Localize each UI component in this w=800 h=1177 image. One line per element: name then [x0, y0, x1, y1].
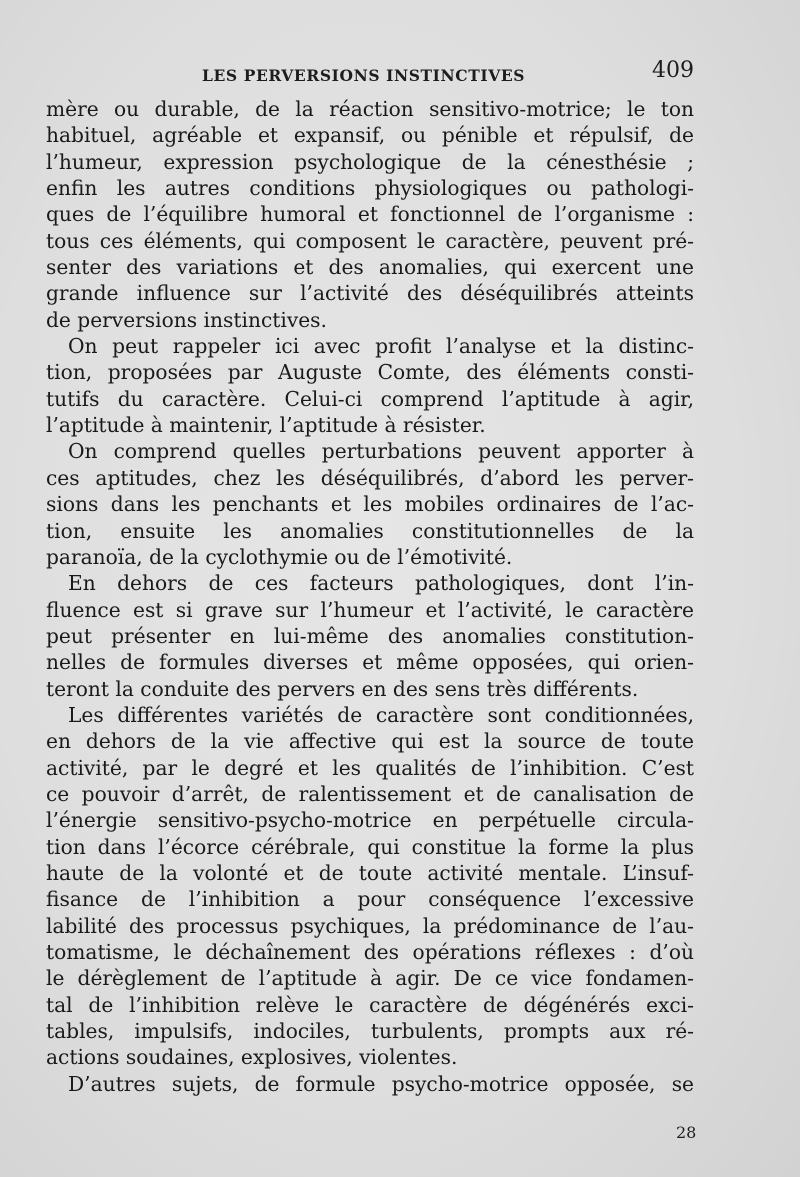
text-line: Les différentes variétés de caractère sont conditionnées, — [68, 702, 694, 727]
text-line: le dérèglement de l’aptitude à agir. De ce vice fondamen- — [46, 966, 694, 991]
text-line: sions dans les penchants et les mobiles ordinaires de l’ac- — [46, 492, 694, 517]
text-line: senter des variations et des anomalies, qui exercent une — [46, 255, 694, 280]
text-line: l’énergie sensitivo-psycho-motrice en perpétuelle circula- — [46, 808, 694, 833]
text-line: tous ces éléments, qui composent le caractère, peuvent pré- — [46, 228, 694, 253]
text-line: tion, proposées par Auguste Comte, des éléments consti- — [46, 360, 694, 385]
text-line: En dehors de ces facteurs pathologiques, dont l’in- — [68, 571, 694, 596]
text-line: labilité des processus psychiques, la prédominance de l’au- — [46, 913, 694, 938]
body-text — [46, 96, 694, 1097]
text-line: peut présenter en lui-même des anomalies constitution- — [46, 623, 694, 648]
text-line: mère ou durable, de la réaction sensitivo-motrice; le ton — [46, 97, 694, 121]
text-line: fisance de l’inhibition a pour conséquence l’excessive — [46, 887, 694, 912]
text-line: On comprend quelles perturbations peuvent apporter à — [68, 439, 694, 464]
signature-mark: 28 — [676, 1123, 697, 1142]
text-line: ces aptitudes, chez les déséquilibrés, d’abord les perver- — [46, 465, 694, 490]
text-line: habituel, agréable et expansif, ou pénible et répulsif, de — [46, 123, 694, 148]
text-line: tal de l’inhibition relève le caractère de dégénérés exci- — [46, 992, 694, 1017]
text-line: l’humeur, expression psychologique de la cénesthésie ; — [46, 149, 694, 174]
text-line: On peut rappeler ici avec profit l’analyse et la distinc- — [68, 334, 694, 359]
text-line: enfin les autres conditions physiologiques ou pathologi- — [46, 176, 694, 201]
text-line: tion, ensuite les anomalies constitutionnelles de la — [46, 518, 694, 543]
text-line: D’autres sujets, de formule psycho-motrice opposée, se — [68, 1071, 694, 1096]
page-number: 409 — [652, 58, 694, 83]
text-line: fluence est si grave sur l’humeur et l’activité, le caractère — [46, 597, 694, 622]
text-line: haute de la volonté et de toute activité mentale. L’insuf- — [46, 860, 694, 885]
text-line: actions soudaines, explosives, violentes. — [46, 1045, 458, 1070]
text-line: tion dans l’écorce cérébrale, qui constitue la forme la plus — [46, 834, 694, 859]
text-line: paranoïa, de la cyclothymie ou de l’émotivité. — [46, 544, 513, 569]
text-line: teront la conduite des pervers en des sens très différents. — [46, 676, 639, 701]
text-line: nelles de formules diverses et même opposées, qui orien- — [46, 650, 694, 675]
running-title: LES PERVERSIONS INSTINCTIVES — [202, 66, 526, 85]
text-line: grande influence sur l’activité des déséquilibrés atteints — [46, 281, 694, 306]
text-line: tables, impulsifs, indociles, turbulents, prompts aux ré- — [46, 1019, 694, 1044]
text-line: de perversions instinctives. — [46, 307, 327, 332]
text-line: en dehors de la vie affective qui est la source de toute — [46, 729, 694, 754]
text-line: tomatisme, le déchaînement des opérations réflexes : d’où — [46, 940, 694, 964]
text-line: activité, par le degré et les qualités de l’inhibition. C’est — [46, 755, 694, 780]
text-line: l’aptitude à maintenir, l’aptitude à résister. — [46, 413, 486, 438]
text-line: ques de l’équilibre humoral et fonctionnel de l’organisme : — [46, 202, 694, 227]
text-line: ce pouvoir d’arrêt, de ralentissement et de canalisation de — [46, 781, 694, 806]
text-line: tutifs du caractère. Celui-ci comprend l’aptitude à agir, — [46, 386, 694, 411]
